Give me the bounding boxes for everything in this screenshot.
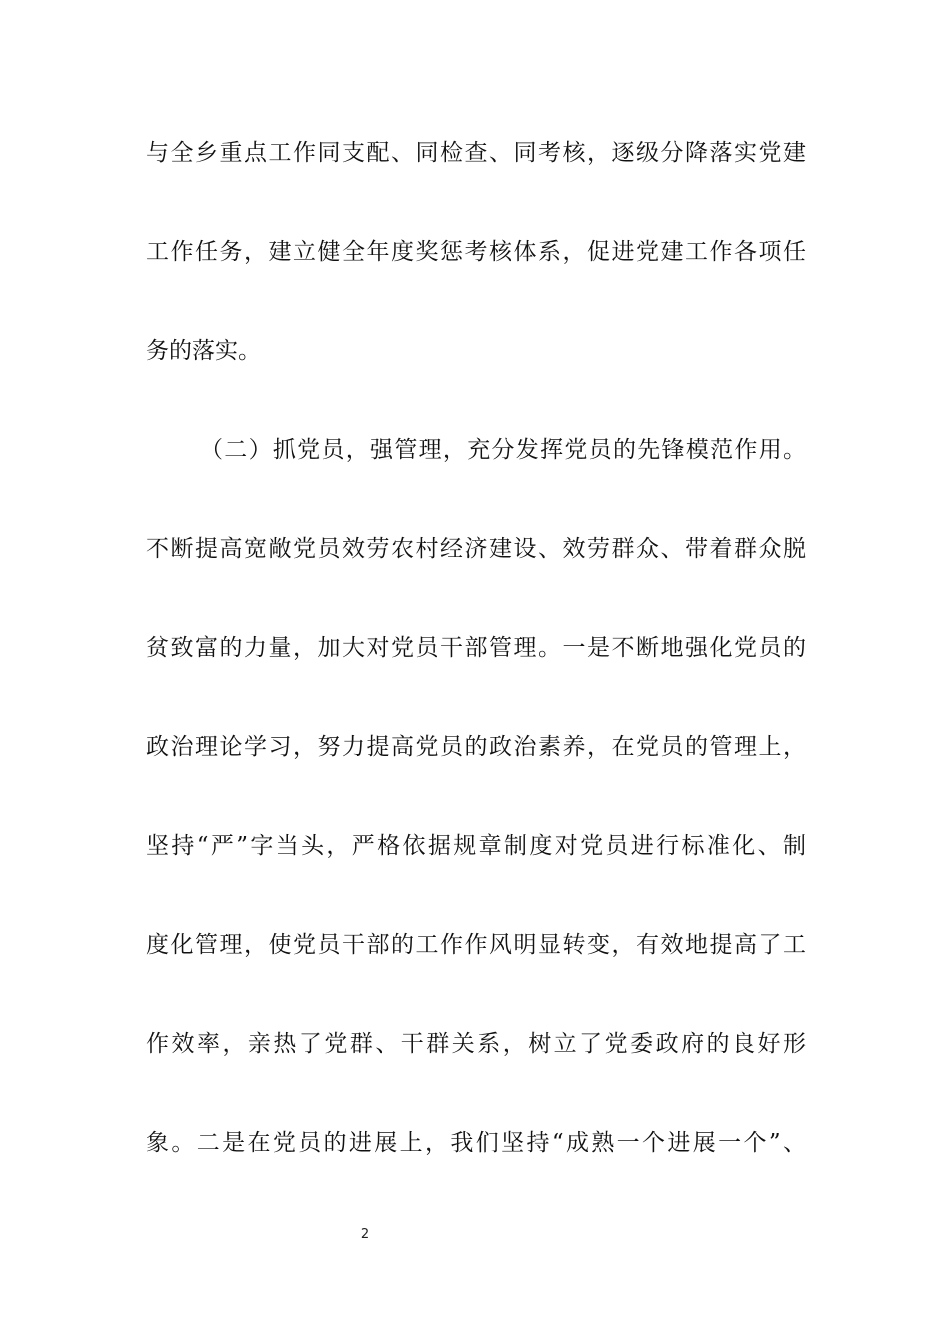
section-heading: （二）抓党员，强管理，充分发挥党员的先锋模范作用。 — [200, 437, 806, 463]
text-line: 不断提高宽敞党员效劳农村经济建设、效劳群众、带着群众脱 — [146, 536, 806, 562]
page-number: 2 — [360, 1227, 370, 1242]
text-line: 象。二是在党员的进展上，我们坚持“成熟一个进展一个”、 — [146, 1130, 806, 1156]
text-line: 工作任务，建立健全年度奖惩考核体系，促进党建工作各项任 — [146, 239, 806, 265]
text-line: 与全乡重点工作同支配、同检查、同考核，逐级分降落实党建 — [146, 140, 806, 166]
text-line: 作效率，亲热了党群、干群关系，树立了党委政府的良好形 — [146, 1031, 806, 1057]
text-line: 政治理论学习，努力提高党员的政治素养，在党员的管理上， — [146, 734, 806, 760]
text-line: 务的落实。 — [146, 338, 261, 364]
text-line: 度化管理，使党员干部的工作作风明显转变，有效地提高了工 — [146, 932, 806, 958]
text-line: 坚持“严”字当头，严格依据规章制度对党员进行标准化、制 — [146, 833, 806, 859]
text-line: 贫致富的力量，加大对党员干部管理。一是不断地强化党员的 — [146, 635, 806, 661]
